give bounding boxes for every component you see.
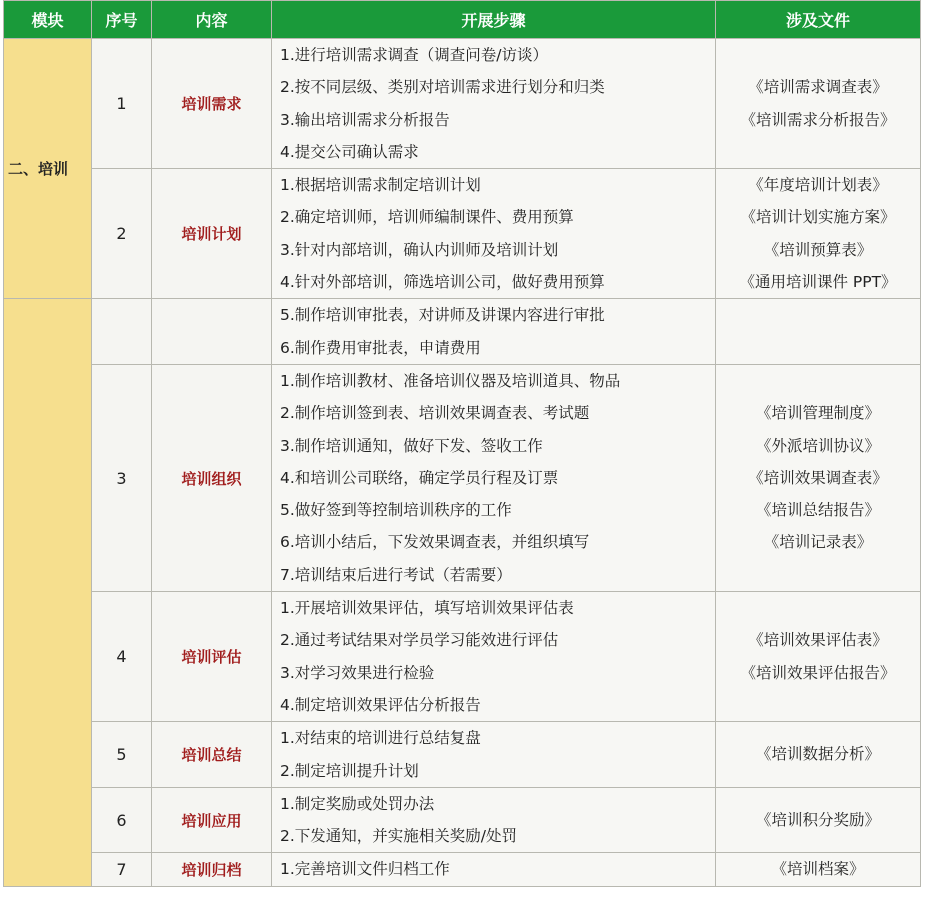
header-row xyxy=(4,1,921,39)
table-row xyxy=(4,592,921,722)
table-row xyxy=(4,364,921,591)
file-line: 《培训需求分析报告》 xyxy=(740,110,896,129)
content-cell: 培训计划 xyxy=(152,169,272,299)
steps-cell xyxy=(272,169,716,299)
files-cell xyxy=(716,39,921,169)
seq-cell: 7 xyxy=(92,853,152,886)
content-cell: 培训归档 xyxy=(152,853,272,886)
step-line: 6.培训小结后，下发效果调查表，并组织填写 xyxy=(280,533,590,552)
file-line: 《培训预算表》 xyxy=(763,240,873,259)
table-row xyxy=(4,787,921,853)
files-cell xyxy=(716,787,921,853)
step-line: 5.做好签到等控制培训秩序的工作 xyxy=(280,501,512,520)
step-line: 1.制定奖励或处罚办法 xyxy=(280,794,435,813)
module-cell xyxy=(4,39,92,299)
file-line: 《培训计划实施方案》 xyxy=(740,208,896,227)
step-line: 1.制作培训教材、准备培训仪器及培训道具、物品 xyxy=(280,371,621,390)
file-line: 《培训记录表》 xyxy=(763,533,873,552)
training-table xyxy=(3,0,921,887)
files-cell xyxy=(716,592,921,722)
file-line: 《培训档案》 xyxy=(771,860,865,879)
file-line: 《外派培训协议》 xyxy=(755,436,880,455)
step-line: 2.下发通知，并实施相关奖励/处罚 xyxy=(280,827,518,846)
header-steps: 开展步骤 xyxy=(272,1,716,39)
step-line: 2.制作培训签到表、培训效果调查表、考试题 xyxy=(280,404,590,423)
content-cell: 培训评估 xyxy=(152,592,272,722)
table-row xyxy=(4,169,921,299)
step-line: 1.根据培训需求制定培训计划 xyxy=(280,176,481,195)
step-line: 4.制定培训效果评估分析报告 xyxy=(280,695,481,714)
header-module: 模块 xyxy=(4,1,92,39)
step-line: 4.和培训公司联络，确定学员行程及订票 xyxy=(280,468,559,487)
header-content: 内容 xyxy=(152,1,272,39)
seq-cell: 4 xyxy=(92,592,152,722)
file-line: 《培训积分奖励》 xyxy=(755,810,880,829)
steps-cell xyxy=(272,39,716,169)
step-line: 2.按不同层级、类别对培训需求进行划分和归类 xyxy=(280,78,605,97)
steps-cell xyxy=(272,364,716,591)
content-cell: 培训应用 xyxy=(152,787,272,853)
file-line: 《培训管理制度》 xyxy=(755,404,880,423)
file-line: 《年度培训计划表》 xyxy=(748,176,888,195)
step-line: 3.针对内部培训，确认内训师及培训计划 xyxy=(280,240,559,259)
step-line: 3.输出培训需求分析报告 xyxy=(280,110,450,129)
step-line: 4.提交公司确认需求 xyxy=(280,142,419,161)
files-cell xyxy=(716,722,921,788)
seq-cell: 2 xyxy=(92,169,152,299)
header-seq: 序号 xyxy=(92,1,152,39)
step-line: 4.针对外部培训，筛选培训公司，做好费用预算 xyxy=(280,273,605,292)
table-row xyxy=(4,722,921,788)
files-cell xyxy=(716,299,921,365)
seq-cell: 5 xyxy=(92,722,152,788)
content-cell: 培训总结 xyxy=(152,722,272,788)
table-row xyxy=(4,853,921,886)
steps-cell xyxy=(272,722,716,788)
step-line: 1.进行培训需求调查（调查问卷/访谈） xyxy=(280,46,549,64)
seq-cell: 1 xyxy=(92,39,152,169)
file-line: 《培训需求调查表》 xyxy=(748,78,888,97)
content-cell: 培训组织 xyxy=(152,364,272,591)
seq-cell xyxy=(92,299,152,365)
step-line: 2.制定培训提升计划 xyxy=(280,761,419,780)
module-cell-continued xyxy=(4,299,92,886)
table-row xyxy=(4,299,921,365)
files-cell xyxy=(716,853,921,886)
file-line: 《培训数据分析》 xyxy=(755,745,880,764)
step-line: 2.确定培训师，培训师编制课件、费用预算 xyxy=(280,208,574,227)
file-line: 《培训效果评估表》 xyxy=(748,631,888,650)
step-line: 2.通过考试结果对学员学习能效进行评估 xyxy=(280,631,559,650)
table-row xyxy=(4,39,921,169)
step-line: 3.制作培训通知，做好下发、签收工作 xyxy=(280,436,543,455)
step-line: 5.制作培训审批表，对讲师及讲课内容进行审批 xyxy=(280,306,605,325)
file-line: 《通用培训课件 PPT》 xyxy=(739,273,897,292)
step-line: 1.对结束的培训进行总结复盘 xyxy=(280,729,481,748)
steps-cell xyxy=(272,787,716,853)
steps-cell xyxy=(272,853,716,886)
seq-cell: 6 xyxy=(92,787,152,853)
seq-cell: 3 xyxy=(92,364,152,591)
file-line: 《培训效果评估报告》 xyxy=(740,663,896,682)
content-cell xyxy=(152,299,272,365)
header-files: 涉及文件 xyxy=(716,1,921,39)
steps-cell xyxy=(272,592,716,722)
step-line: 3.对学习效果进行检验 xyxy=(280,663,435,682)
step-line: 7.培训结束后进行考试（若需要） xyxy=(280,565,512,584)
step-line: 6.制作费用审批表，申请费用 xyxy=(280,338,481,357)
steps-cell xyxy=(272,299,716,365)
module-label: 二、培训 xyxy=(8,160,69,179)
step-line: 1.开展培训效果评估，填写培训效果评估表 xyxy=(280,599,574,618)
files-cell xyxy=(716,364,921,591)
file-line: 《培训总结报告》 xyxy=(755,501,880,520)
file-line: 《培训效果调查表》 xyxy=(748,468,888,487)
content-cell: 培训需求 xyxy=(152,39,272,169)
files-cell xyxy=(716,169,921,299)
step-line: 1.完善培训文件归档工作 xyxy=(280,860,450,879)
